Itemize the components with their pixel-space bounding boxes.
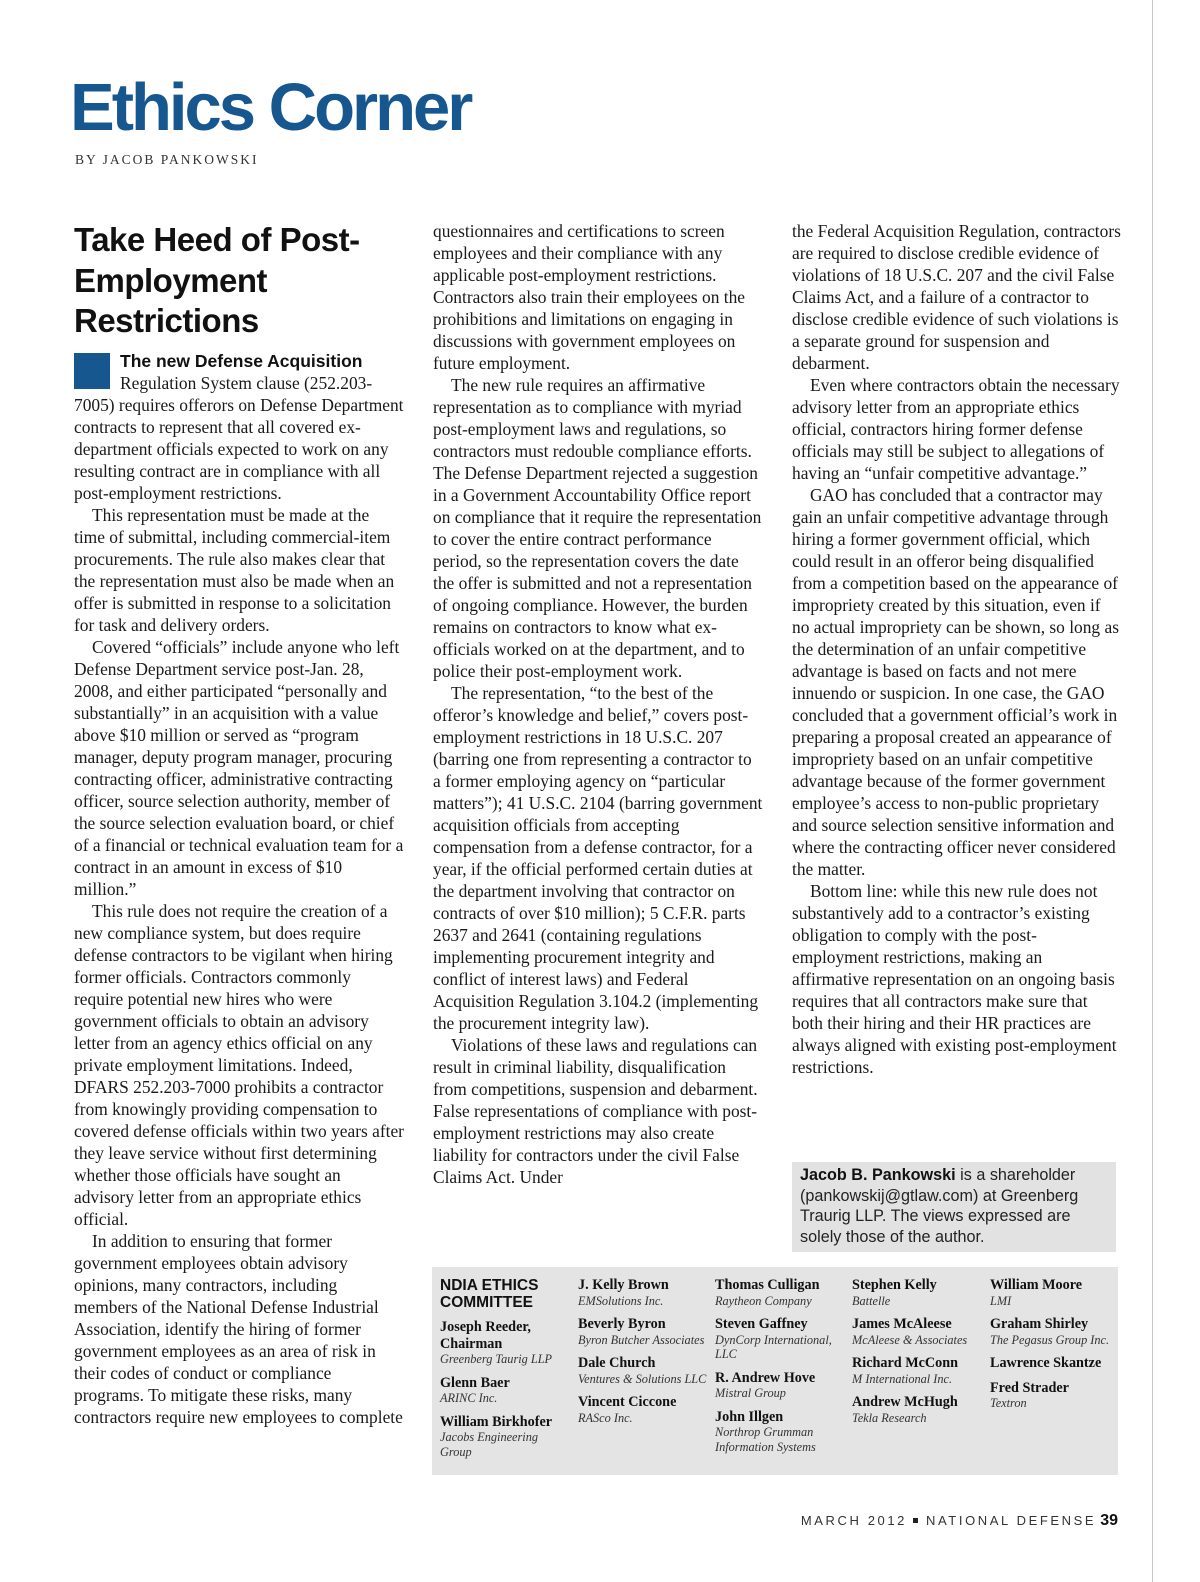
member-name: Vincent Ciccone [578,1394,677,1410]
member-organization: ARINC Inc. [440,1391,498,1405]
committee-column [440,1319,572,1467]
member-organization: Greenberg Taurig LLP [440,1352,553,1366]
member-organization: EMSolutions Inc. [578,1293,664,1308]
member-organization: Byron Butcher Associates [578,1332,705,1347]
issue-date: MARCH 2012 [800,1513,908,1528]
article-column-1 [74,350,404,1428]
member-organization: Tekla Research [852,1410,927,1425]
committee-member [852,1394,984,1425]
committee-member [852,1316,984,1347]
page-edge-line [1152,0,1153,1582]
committee-column [715,1277,847,1462]
article-column-2 [433,220,763,1188]
page-number: 39 [1100,1512,1118,1529]
member-name: John Illgen [715,1408,784,1425]
committee-column [852,1277,984,1433]
paragraph: Bottom line: while this new rule does not substantively add to a contractor’s existing obligation to comply with the post-employment restrictions, making an affirmative representation on an ongoing basis requires that all contractors make sure that both their hiring and their HR practices are always aligned with existing post-employment restrictions. [792,881,1117,1077]
committee-member [578,1316,710,1347]
member-organization: Mistral Group [715,1386,786,1400]
committee-member [990,1277,1122,1308]
article-column-3 [792,220,1122,1078]
publication-name: NATIONAL DEFENSE [926,1513,1097,1528]
drop-square-icon [74,353,110,389]
paragraph: In addition to ensuring that former government employees obtain advisory opinions, many contractors, including members of the National Defense Industrial Association, identify the hiring of former government employees as an area of risk in their codes of conduct or compliance programs. To mitigate these risks, many contractors require new employees to complete [74,1231,403,1427]
member-name: R. Andrew Hove [715,1369,816,1386]
committee-member [578,1355,710,1386]
page-footer [801,1512,1118,1530]
member-organization: Jacobs Engineering Group [440,1430,539,1459]
paragraph: Even where contractors obtain the necessary advisory letter from an appropriate ethics official, contractors hiring former defense officials may still be subject to allegations of having an “unfair competitive advantage.” [792,375,1120,483]
committee-member [852,1355,984,1386]
committee-member [852,1277,984,1308]
paragraph: The representation, “to the best of the offeror’s knowledge and belief,” covers post-employment restrictions in 18 U.S.C. 207 (barring one from representing a contractor to a former employing agency on “particular matters”); 41 U.S.C. 2104 (barring government acquisition officials from accepting compensation from a defense contractor, for a year, if the official performed certain duties at the department involving that contractor on contracts of over $10 million); 5 C.F.R. parts 2637 and 2641 (containing regulations implementing procurement integrity and conflict of interest laws) and Federal Acquisition Regulation 3.104.2 (implementing the procurement integrity law). [433,683,763,1033]
author-bio-text: is a shareholder (pankowskij@gtlaw.com) at Greenberg Traurig LLP. The views expressed are solely those of the author. [800,1166,1079,1246]
paragraph: Violations of these laws and regulations can result in criminal liability, disqualification from competitions, suspension and debarment. False representations of compliance with post-employment restrictions may also create liability for contractors under the civil False Claims Act. Under [433,1035,758,1187]
committee-member [578,1277,710,1308]
author-bio [792,1162,1116,1252]
member-name: Andrew McHugh [852,1394,958,1410]
member-name: J. Kelly Brown [578,1277,669,1293]
paragraph: This representation must be made at the time of submittal, including commercial-item procurements. The rule also makes clear that the representation must also be made when an offer is submitted in response to a solicitation for task and delivery orders. [74,505,395,635]
paragraph: Covered “officials” include anyone who left Defense Department service post-Jan. 28, 2008, and either participated “personally and substantially” in an acquisition with a value above $10 million or served as “program manager, deputy program manager, procuring contracting officer, administrative contracting officer, source selection authority, member of the source selection evaluation board, or chief of a financial or technical evaluation team for a contract in an amount in excess of $10 million.” [74,637,404,899]
member-organization: DynCorp International, LLC [715,1332,832,1361]
paragraph: questionnaires and certifications to screen employees and their compliance with any applicable post-employment restrictions. Contractors also train their employees on the prohibitions and limitations on engaging in discussions with government employees on future employment. [433,221,745,373]
committee-member [715,1409,847,1455]
article-headline: Take Heed of Post-Employment Restrictions [74,221,360,339]
paragraph: the Federal Acquisition Regulation, contractors are required to disclose credible evidence of violations of 18 U.S.C. 207 and the civil False Claims Act, and a failure of a contractor to disclose credible evidence of such violations is a separate ground for suspension and debarment. [792,221,1121,373]
paragraph: The new rule requires an affirmative representation as to compliance with myriad post-employment laws and regulations, so contractors must redouble compliance efforts. The Defense Department rejected a suggestion in a Government Accountability Office report on compliance that it require the representation to cover the entire contract performance period, so the representation covers the date the offer is submitted and not a representation of ongoing compliance. However, the burden remains on contractors to know what ex-officials worked on at the department, and to police their post-employment work. [433,375,762,681]
member-organization: Battelle [852,1293,891,1308]
separator-square-icon [913,1518,918,1523]
member-name: Stephen Kelly [852,1277,937,1293]
member-name: William Moore [990,1277,1083,1293]
committee-member [990,1380,1122,1411]
member-name: William Birkhofer [440,1413,553,1430]
paragraph: This rule does not require the creation of a new compliance system, but does require defense contractors to be vigilant when hiring former officials. Contractors commonly require potential new hires who were government officials to obtain an advisory letter from an agency ethics official on any private employment limitations. Indeed, DFARS 252.203-7000 prohibits a contractor from knowingly providing compensation to covered defense officials within two years after they leave service without first determining whether those officials have sought an advisory letter from an appropriate ethics official. [74,901,404,1229]
member-name: Graham Shirley [990,1316,1089,1332]
member-name: Joseph Reeder, Chairman [440,1319,531,1352]
member-organization: RASco Inc. [578,1410,633,1425]
member-name: Lawrence Skantze [990,1355,1102,1371]
member-organization: Raytheon Company [715,1293,812,1308]
member-name: Richard McConn [852,1355,959,1371]
member-organization: Northrop Grumman Information Systems [715,1425,816,1454]
member-name: Thomas Culligan [715,1277,820,1293]
member-organization: M International Inc. [852,1371,953,1386]
committee-member [715,1277,847,1308]
committee-column [990,1277,1122,1419]
committee-member [440,1319,572,1367]
member-organization: Ventures & Solutions LLC [578,1371,707,1386]
section-title: Ethics Corner [70,70,471,145]
committee-member [990,1316,1122,1347]
member-organization: McAleese & Associates [852,1332,968,1347]
committee-member [578,1394,710,1425]
member-organization: Textron [990,1396,1027,1410]
committee-title: NDIA ETHICS COMMITTEE [440,1277,539,1311]
committee-member [440,1414,572,1460]
paragraph: GAO has concluded that a contractor may gain an unfair competitive advantage through hiring a former government official, which could result in an offeror being disqualified from a competition based on the appearance of impropriety created by this situation, even if no actual impropriety can be shown, so long as the determination of an unfair competitive advantage is based on facts and not mere innuendo or suspicion. In one case, the GAO concluded that a government official’s work in preparing a proposal created an appearance of impropriety based on an unfair competitive advantage because of the former government employee’s access to non-public proprietary and source selection sensitive information and where the contracting officer never considered the matter. [792,485,1119,879]
committee-member [715,1370,847,1401]
paragraph: The new Defense Acquisition Regulation System clause (252.203-7005) requires offerors on Defense Department contracts to represent that all covered ex-department officials expected to work on any resulting contract are in compliance with all post-employment restrictions. [74,351,404,503]
committee-panel [432,1267,1118,1475]
member-name: Glenn Baer [440,1374,510,1391]
committee-member [990,1355,1122,1372]
member-name: Dale Church [578,1355,656,1371]
byline: BY JACOB PANKOWSKI [75,152,259,167]
author-name: Jacob B. Pankowski [800,1166,956,1184]
member-name: Fred Strader [990,1379,1069,1396]
member-organization: LMI [990,1293,1012,1308]
member-name: Beverly Byron [578,1316,666,1332]
committee-member [715,1316,847,1362]
committee-column [578,1277,710,1433]
member-organization: The Pegasus Group Inc. [990,1332,1110,1347]
member-name: Steven Gaffney [715,1316,808,1332]
committee-member [440,1375,572,1406]
member-name: James McAleese [852,1316,952,1332]
lead-words: The new Defense Acquisition [120,351,363,371]
